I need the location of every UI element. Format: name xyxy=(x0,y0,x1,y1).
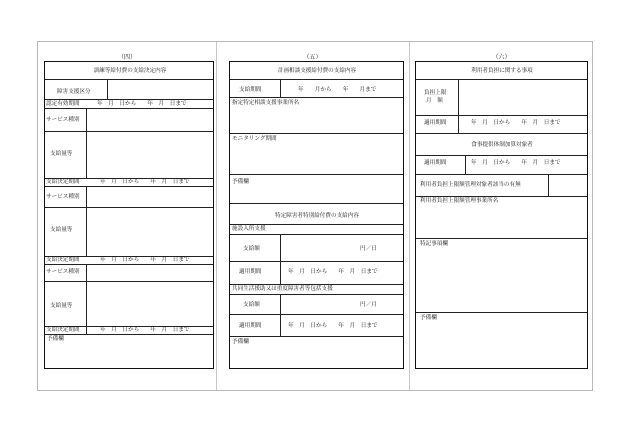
decision-period-range: 年 月 日から 年 月 日まで xyxy=(100,327,190,333)
yen-per-month: 円／月 xyxy=(360,302,377,308)
amount-label: 支給額 xyxy=(243,302,260,308)
remarks-label: 予備欄 xyxy=(420,315,437,321)
section-6-number: （六） xyxy=(492,54,511,61)
designated-provider-label: 指定特定相談支援事業所名 xyxy=(232,100,300,106)
benefit-period-label: 支給期間 xyxy=(239,87,262,93)
disability-class-label: 障害支援区分 xyxy=(57,89,91,95)
decision-period-label: 支給決定期間 xyxy=(46,257,80,263)
service-type-label: サービス種別 xyxy=(46,269,80,275)
applicable-period-range: 年 月 日から 年 月 日まで xyxy=(471,120,561,126)
decision-period-range: 年 月 日から 年 月 日まで xyxy=(100,257,190,263)
decision-period-label: 支給決定期間 xyxy=(46,179,80,185)
section-6-title: 利用者負担に関する事項 xyxy=(471,68,533,74)
limit-mgmt-target-label: 利用者負担上限額管理対象者該当の有無 xyxy=(420,182,521,188)
benefit-period-range: 年 月から 年 月まで xyxy=(298,87,377,93)
group-home-label: 共同生活援助又は重度障害者等包括支援 xyxy=(232,286,333,292)
applicable-period-range: 年 月 日から 年 月 日まで xyxy=(288,323,378,329)
section-6-panel xyxy=(415,61,588,369)
remarks-label: 予備欄 xyxy=(232,179,249,185)
applicable-period-label: 適用期間 xyxy=(239,269,262,275)
limit-mgmt-provider-label: 利用者負担上限額管理事業所名 xyxy=(420,198,499,204)
section-5-panel xyxy=(229,61,404,369)
special-benefit-title: 特定障害者特別給付費の支給内容 xyxy=(275,213,359,219)
cert-period-range: 年 月 日から 年 月 日まで xyxy=(97,101,187,107)
yen-per-day: 円／日 xyxy=(360,246,377,252)
limit-label-line1: 負担上限 xyxy=(424,90,447,96)
applicable-period-label: 適用期間 xyxy=(424,120,447,126)
applicable-period-label: 適用期間 xyxy=(239,323,262,329)
fold-line xyxy=(409,42,410,390)
applicable-period-range: 年 月 日から 年 月 日まで xyxy=(288,269,378,275)
section-4-number: （四） xyxy=(117,54,136,61)
remarks-label: 予備欄 xyxy=(47,336,64,342)
facility-support-label: 施設入所支援 xyxy=(232,226,266,232)
applicable-period-label: 適用期間 xyxy=(424,160,447,166)
monitoring-label: モニタリング期間 xyxy=(232,136,277,142)
form-sheet xyxy=(37,41,593,391)
service-type-label: サービス種別 xyxy=(46,117,80,123)
meal-provision-title: 食事提供体制加算対象者 xyxy=(471,142,533,148)
amount-label: 支給量等 xyxy=(50,303,73,309)
cert-period-label: 認定有効期間 xyxy=(46,101,80,107)
decision-period-range: 年 月 日から 年 月 日まで xyxy=(100,179,190,185)
amount-label: 支給額 xyxy=(243,246,260,252)
limit-label-line2: 月 額 xyxy=(426,98,443,104)
remarks-label: 予備欄 xyxy=(232,339,249,345)
section-5-number: （五） xyxy=(303,54,322,61)
fold-line xyxy=(216,42,217,390)
section-4-title: 訓練等給付費の支給決定内容 xyxy=(93,68,167,74)
amount-label: 支給量等 xyxy=(50,151,73,157)
special-notes-label: 特記事項欄 xyxy=(420,241,448,247)
section-5-title: 計画相談支援給付費の支給内容 xyxy=(277,68,357,74)
decision-period-label: 支給決定期間 xyxy=(46,327,80,333)
service-type-label: サービス種別 xyxy=(46,194,80,200)
applicable-period-range: 年 月 日から 年 月 日まで xyxy=(471,160,561,166)
section-4-panel xyxy=(44,61,214,369)
amount-label: 支給量等 xyxy=(50,227,73,233)
